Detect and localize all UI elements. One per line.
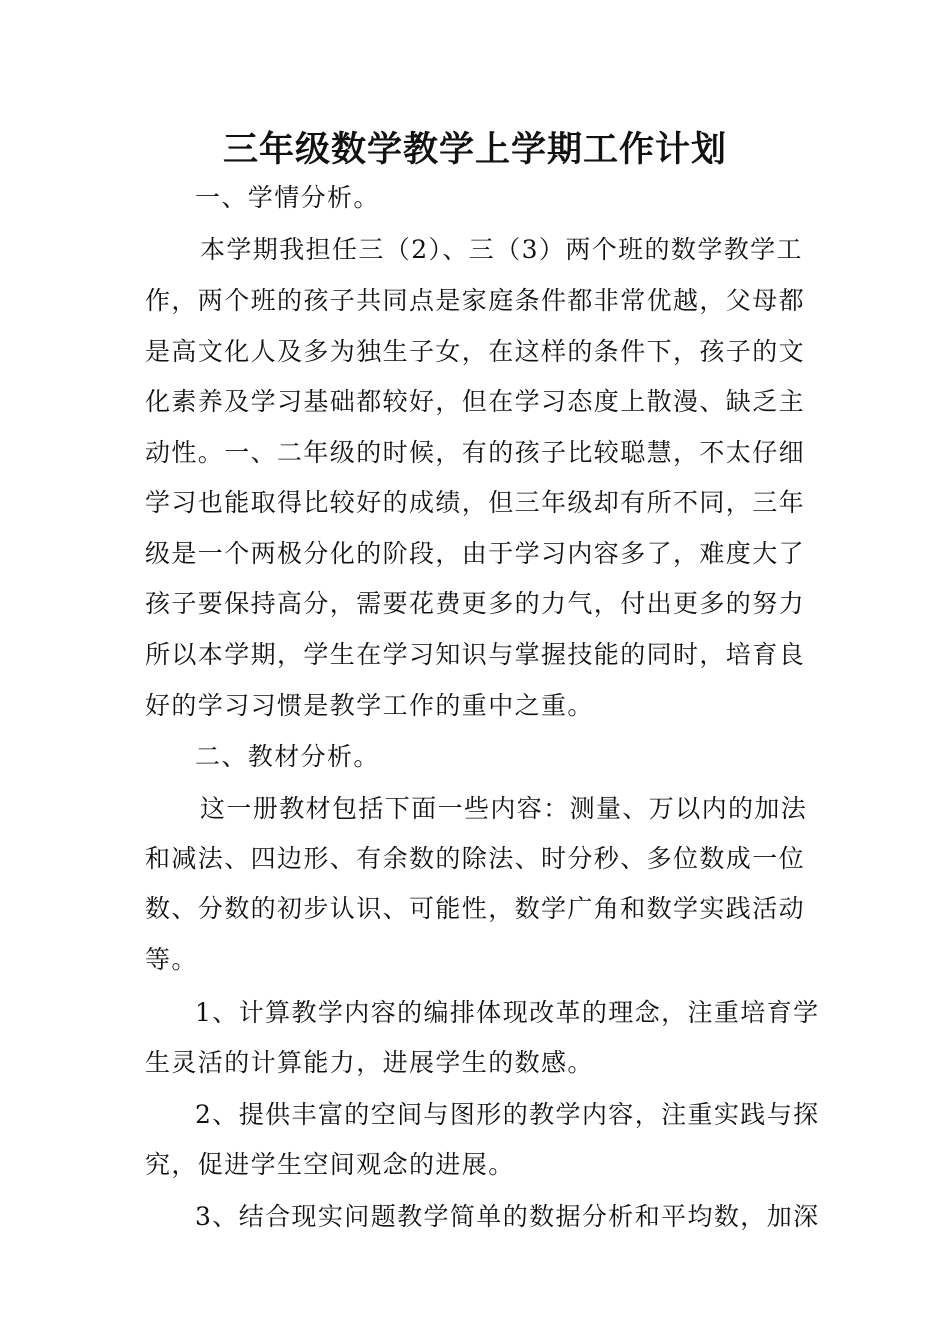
section-heading-2: 二、教材分析。 [195, 742, 380, 771]
list-item-3: 3、结合现实问题教学简单的数据分析和平均数，加深 [195, 1202, 820, 1231]
document-title: 三年级数学教学上学期工作计划 [222, 129, 727, 170]
paragraph-line: 好的学习习惯是教学工作的重中之重。 [145, 691, 594, 720]
paragraph-line: 动性。一、二年级的时候，有的孩子比较聪慧，不太仔细 [145, 438, 806, 467]
paragraph-line: 数、分数的初步认识、可能性，数学广角和数学实践活动 [145, 894, 806, 923]
paragraph-line: 孩子要保持高分，需要花费更多的力气，付出更多的努力 [145, 589, 806, 618]
paragraph-line: 究，促进学生空间观念的进展。 [145, 1150, 515, 1179]
list-item-1: 1、计算教学内容的编排体现改革的理念，注重培育学 [195, 998, 820, 1027]
paragraph-line: 化素养及学习基础都较好，但在学习态度上散漫、缺乏主 [145, 387, 806, 416]
paragraph-line: 本学期我担任三（2）、三（3）两个班的数学教学工 [200, 235, 803, 264]
paragraph-line: 级是一个两极分化的阶段，由于学习内容多了，难度大了 [145, 539, 806, 568]
section-heading-1: 一、学情分析。 [195, 183, 380, 212]
paragraph-line: 是高文化人及多为独生子女，在这样的条件下，孩子的文 [145, 337, 806, 366]
paragraph-line: 这一册教材包括下面一些内容：测量、万以内的加法 [200, 794, 808, 823]
paragraph-line: 作，两个班的孩子共同点是家庭条件都非常优越，父母都 [145, 286, 806, 315]
paragraph-line: 所以本学期，学生在学习知识与掌握技能的同时，培育良 [145, 640, 806, 669]
list-item-2: 2、提供丰富的空间与图形的教学内容，注重实践与探 [195, 1100, 820, 1129]
paragraph-line: 等。 [145, 945, 198, 974]
paragraph-line: 生灵活的计算能力，进展学生的数感。 [145, 1048, 594, 1077]
paragraph-line: 和减法、四边形、有余数的除法、时分秒、多位数成一位 [145, 844, 806, 873]
paragraph-line: 学习也能取得比较好的成绩，但三年级却有所不同，三年 [145, 488, 806, 517]
